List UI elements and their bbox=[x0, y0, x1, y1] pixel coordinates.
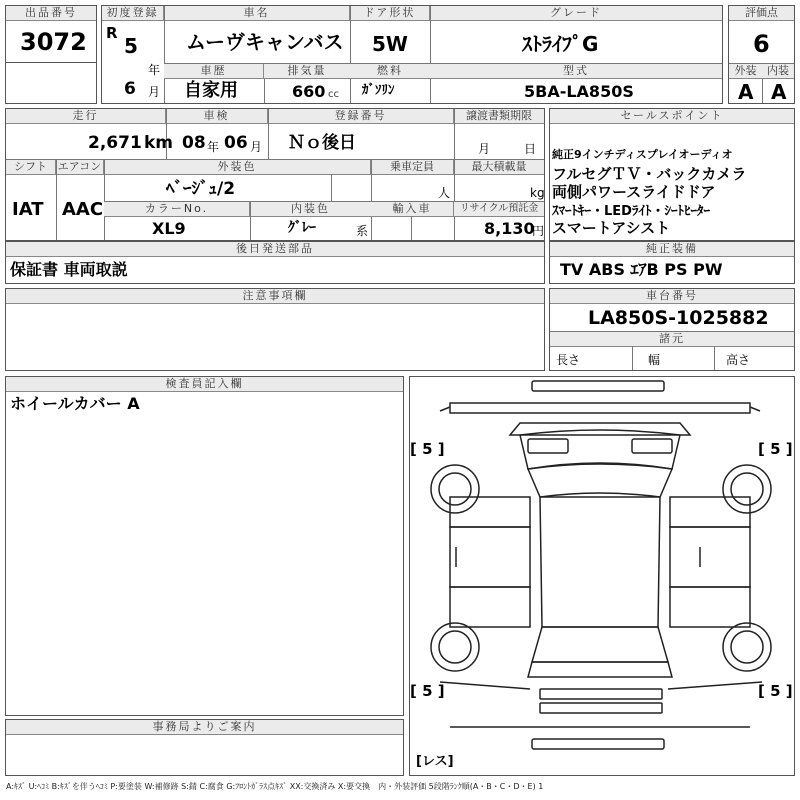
sales-point-2: フルセグＴＶ・バックカメラ bbox=[552, 165, 747, 183]
fuel: ｶﾞｿﾘﾝ bbox=[362, 83, 395, 98]
spec-width: 幅 bbox=[648, 353, 661, 367]
history: 自家用 bbox=[184, 80, 238, 101]
notes-label: 注意事項欄 bbox=[6, 289, 544, 304]
mileage-unit: km bbox=[144, 133, 174, 153]
door-label: ドア形状 bbox=[350, 6, 430, 21]
grade: ｽﾄﾗｲﾌﾟG bbox=[522, 32, 599, 56]
displacement: 660 bbox=[292, 82, 326, 101]
era: R bbox=[106, 24, 118, 42]
ac: AAC bbox=[62, 199, 104, 220]
tire-front-right-bracket: [ 5 ] bbox=[758, 440, 793, 458]
transfer-month: 月 bbox=[478, 142, 491, 156]
inspector-text: ホイールカバー A bbox=[10, 394, 140, 413]
notes-box bbox=[5, 288, 545, 371]
reg-year-unit: 年 bbox=[148, 63, 161, 77]
reg-no-label: 登録番号 bbox=[268, 109, 454, 124]
sales-point-1: 純正9インチディスプレイオーディオ bbox=[552, 148, 733, 161]
legend-text: A:ｷｽﾞ U:ﾍｺﾐ B:ｷｽﾞを伴うﾍｺﾐ P:要塗装 W:補修跡 S:錆 C:腐食 G:ﾌﾛﾝﾄｶﾞﾗｽ点ｷｽﾞ XX:交換済み X:要交換 内・外装評価 5段階ﾗﾝｸ順(A・B・C・D・E) 1 bbox=[6, 782, 544, 791]
spare-tire-bracket: [レス] bbox=[416, 754, 454, 769]
ext-color-label: 外装色 bbox=[104, 160, 371, 175]
detail-box bbox=[5, 108, 545, 241]
tire-front-left-score: 5 bbox=[422, 440, 433, 458]
chassis-label: 車台番号 bbox=[550, 289, 794, 304]
load-unit: kg bbox=[530, 186, 545, 200]
capacity-unit: 人 bbox=[438, 186, 451, 200]
office-box bbox=[5, 719, 404, 776]
int-grade: A bbox=[771, 80, 787, 104]
int-color-label: 内装色 bbox=[250, 202, 371, 217]
spec-length: 長さ bbox=[556, 353, 581, 367]
vehicle-header-box bbox=[101, 5, 723, 104]
transfer-label: 譲渡書類期限 bbox=[454, 109, 544, 124]
ac-label: エアコン bbox=[56, 160, 104, 175]
reg-month: 6 bbox=[124, 79, 136, 99]
transfer-day: 日 bbox=[524, 142, 537, 156]
inspection-month: 06 bbox=[224, 133, 248, 153]
shift-label: シフト bbox=[6, 160, 56, 175]
color-no-label: カラーNo. bbox=[104, 202, 250, 217]
car-name-label: 車名 bbox=[164, 6, 350, 21]
history-label: 車歴 bbox=[164, 64, 264, 79]
door-type: 5W bbox=[372, 32, 408, 56]
lot-number: 3072 bbox=[20, 28, 87, 56]
sales-points-label: セールスポイント bbox=[550, 109, 794, 124]
sales-point-5: スマートアシスト bbox=[552, 219, 671, 237]
later-parts-box bbox=[5, 241, 545, 284]
equipment-label: 純正装備 bbox=[550, 242, 794, 257]
recycle-label: リサイクル預託金 bbox=[454, 202, 544, 217]
first-reg-label: 初度登録 bbox=[102, 6, 164, 21]
tire-front-right-score: 5 bbox=[770, 440, 781, 458]
color-number: XL9 bbox=[152, 219, 186, 238]
ext-color: ﾍﾞｰｼﾞｭ/2 bbox=[166, 179, 236, 199]
tire-rear-right-score: 5 bbox=[770, 682, 781, 700]
inspection-year-unit: 年 bbox=[207, 140, 220, 154]
mileage-label: 走行 bbox=[6, 109, 166, 124]
recycle-unit: 円 bbox=[532, 224, 545, 238]
reg-month-unit: 月 bbox=[148, 85, 161, 99]
model-code: 5BA-LA850S bbox=[524, 82, 634, 101]
inspection-month-unit: 月 bbox=[250, 140, 263, 154]
displacement-unit: cc bbox=[328, 89, 339, 100]
lot-blank-box bbox=[5, 62, 97, 104]
spare-tire: レス bbox=[421, 754, 448, 769]
tire-rear-left-score: 5 bbox=[422, 682, 433, 700]
capacity-label: 乗車定員 bbox=[371, 160, 454, 175]
chassis-box bbox=[549, 288, 795, 371]
later-parts-text: 保証書 車両取説 bbox=[10, 260, 128, 279]
inspection-label: 車検 bbox=[166, 109, 268, 124]
lot-box bbox=[5, 5, 97, 63]
mileage: 2,671 bbox=[88, 133, 142, 153]
specs-label: 諸元 bbox=[550, 332, 794, 347]
tire-rear-left-bracket: [ 5 ] bbox=[410, 682, 445, 700]
sales-points-box bbox=[549, 108, 795, 241]
displacement-label: 排気量 bbox=[264, 64, 350, 79]
load-label: 最大積載量 bbox=[454, 160, 544, 175]
inspection-year: 08 bbox=[182, 133, 206, 153]
score-label: 評価点 bbox=[729, 6, 794, 21]
score-box bbox=[728, 5, 795, 104]
inspector-box bbox=[5, 376, 404, 716]
equipment-items: TV ABS ｴｱB PS PW bbox=[560, 260, 723, 279]
inspector-label: 検査員記入欄 bbox=[6, 377, 403, 392]
score-value: 6 bbox=[753, 30, 770, 58]
tire-front-left-bracket: [ 5 ] bbox=[410, 440, 445, 458]
int-label: 内装 bbox=[762, 64, 794, 79]
model-label: 型式 bbox=[430, 64, 722, 79]
equipment-box bbox=[549, 241, 795, 284]
sales-point-4: ｽﾏｰﾄｷｰ・LEDﾗｲﾄ・ｼｰﾄﾋｰﾀｰ bbox=[552, 204, 710, 219]
int-color-unit: 系 bbox=[356, 224, 369, 238]
int-color: ｸﾞﾚｰ bbox=[288, 220, 316, 236]
lot-label: 出品番号 bbox=[6, 6, 96, 21]
later-parts-label: 後日発送部品 bbox=[6, 242, 544, 257]
chassis-number: LA850S-1025882 bbox=[588, 307, 769, 329]
ext-label: 外装 bbox=[729, 64, 762, 79]
recycle-amount: 8,130 bbox=[484, 219, 535, 238]
spec-height: 高さ bbox=[726, 353, 751, 367]
reg-number: Ｎｏ後日 bbox=[288, 133, 356, 153]
car-outline-diagram bbox=[410, 377, 794, 775]
shift: IAT bbox=[12, 199, 44, 220]
grade-label: グレード bbox=[430, 6, 722, 21]
fuel-label: 燃料 bbox=[350, 64, 430, 79]
tire-rear-right-bracket: [ 5 ] bbox=[758, 682, 793, 700]
car-name: ムーヴキャンバス bbox=[186, 30, 344, 54]
reg-year: 5 bbox=[124, 34, 138, 58]
import-label: 輸入車 bbox=[371, 202, 454, 217]
sales-point-3: 両側パワースライドドア bbox=[552, 183, 716, 201]
ext-grade: A bbox=[738, 80, 754, 104]
office-label: 事務局よりご案内 bbox=[6, 720, 403, 735]
car-diagram-box bbox=[409, 376, 795, 776]
